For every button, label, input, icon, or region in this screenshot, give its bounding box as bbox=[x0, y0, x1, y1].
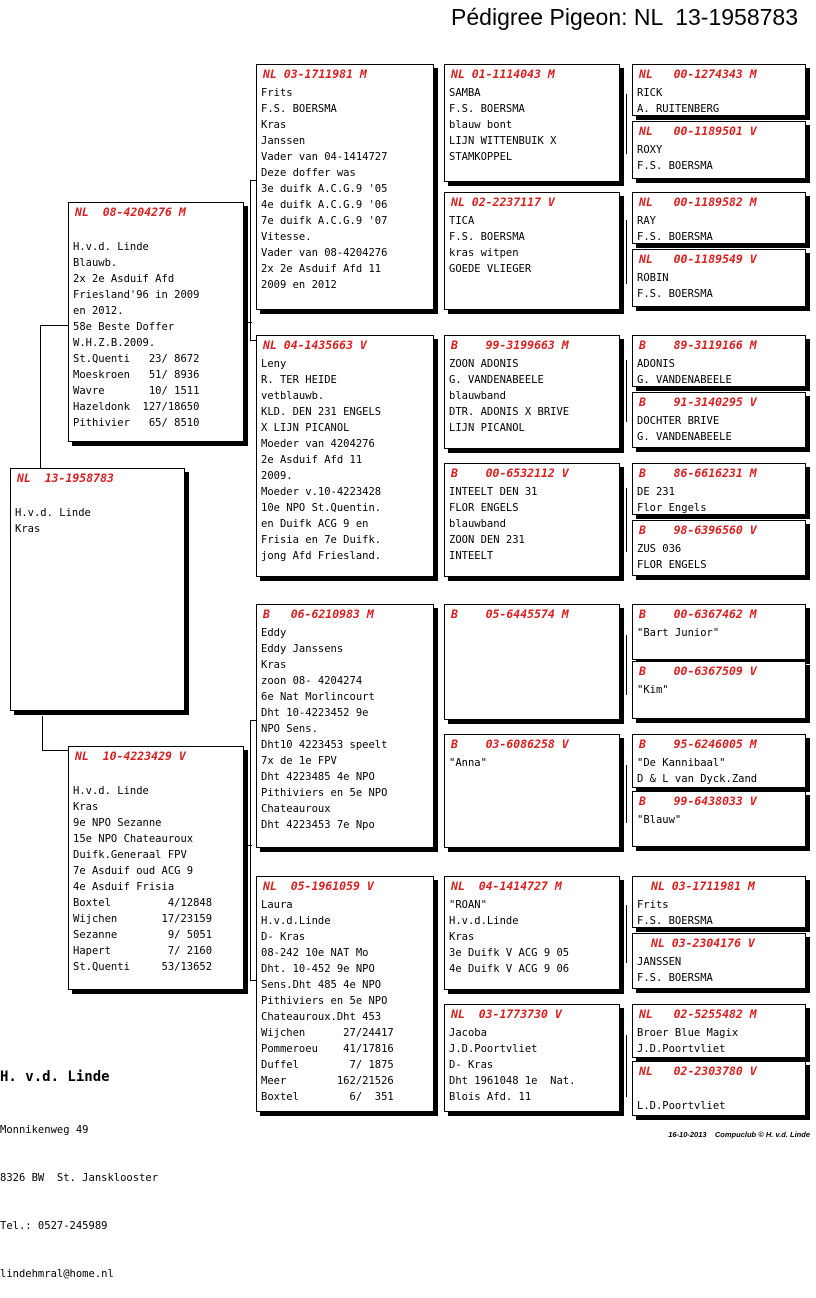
connector-line bbox=[436, 930, 437, 1060]
ring-number: NL 00-1274343 M bbox=[639, 67, 757, 81]
ancestor-box bbox=[632, 1061, 806, 1116]
pigeon-details: JANSSEN F.S. BOERSMA bbox=[637, 956, 713, 984]
ancestor-box bbox=[444, 463, 620, 577]
ring-number: NL 03-1773730 V bbox=[451, 1007, 562, 1021]
ancestor-box bbox=[632, 463, 806, 515]
ring-number: NL 08-4204276 M bbox=[75, 205, 186, 219]
connector-line bbox=[244, 322, 252, 323]
ring-number: NL 02-2303780 V bbox=[639, 1064, 757, 1078]
ring-number: NL 03-2304176 V bbox=[651, 936, 755, 950]
sire-box bbox=[68, 202, 244, 442]
sire-sire-box bbox=[256, 64, 434, 310]
ring-number: B 00-6367462 M bbox=[639, 607, 757, 621]
ring-number: B 06-6210983 M bbox=[263, 607, 374, 621]
pigeon-details: Jacoba J.D.Poortvliet D- Kras Dht 1961048 1e Nat. Blois Afd. 11 bbox=[449, 1027, 576, 1103]
subject-pigeon-box bbox=[10, 468, 185, 711]
connector-line bbox=[626, 1035, 627, 1097]
pigeon-details: "Kim" bbox=[637, 684, 669, 696]
ring-number: NL 10-4223429 V bbox=[75, 749, 186, 763]
pigeon-details: RICK A. RUITENBERG bbox=[637, 87, 720, 115]
print-stamp: 16-10-2013 Compuclub © H. v.d. Linde bbox=[668, 1130, 810, 1139]
ring-number: B 00-6367509 V bbox=[639, 664, 757, 678]
connector-line bbox=[626, 905, 627, 963]
ancestor-box bbox=[444, 192, 620, 310]
ring-number: B 98-6396560 V bbox=[639, 523, 757, 537]
ring-number: NL 00-1189582 M bbox=[639, 195, 757, 209]
pigeon-details: ROBIN F.S. BOERSMA bbox=[637, 272, 713, 300]
pigeon-details: RAY F.S. BOERSMA bbox=[637, 215, 713, 243]
ancestor-box bbox=[444, 64, 620, 182]
pigeon-details: Laura H.v.d.Linde D- Kras 08-242 10e NAT Mo Dht. 10-452 9e NPO Sens.Dht 485 4e NPO Pithiviers en 5e NPO Chateauroux.Dht 453 Wijchen 27/24417 Pommeroeu 41/17816 Duffel 7/ 1875 Meer 162/21526 Boxtel 6/ 351 bbox=[261, 899, 394, 1103]
connector-line bbox=[626, 94, 627, 154]
pigeon-details: TICA F.S. BOERSMA kras witpen GOEDE VLIEGER bbox=[449, 215, 532, 275]
owner-street: Monnikenweg 49 bbox=[0, 1124, 89, 1136]
pigeon-details: SAMBA F.S. BOERSMA blauw bont LIJN WITTENBUIK X STAMKOPPEL bbox=[449, 87, 557, 163]
ancestor-box bbox=[632, 335, 806, 387]
ring-number: NL 13-1958783 bbox=[17, 471, 114, 485]
pigeon-details: ROXY F.S. BOERSMA bbox=[637, 144, 713, 172]
connector-line bbox=[436, 120, 437, 240]
pigeon-details: ZUS 036 FLOR ENGELS bbox=[637, 543, 707, 571]
pigeon-details: INTEELT DEN 31 FLOR ENGELS blauwband ZOON DEN 231 INTEELT bbox=[449, 486, 538, 562]
ring-number: NL 00-1189549 V bbox=[639, 252, 757, 266]
connector-line bbox=[626, 360, 627, 422]
sire-dam-box bbox=[256, 335, 434, 577]
pigeon-details: ADONIS G. VANDENABEELE bbox=[637, 358, 732, 386]
pigeon-details: DOCHTER BRIVE G. VANDENABEELE bbox=[637, 415, 732, 443]
ancestor-box bbox=[632, 604, 806, 660]
ancestor-box bbox=[632, 121, 806, 179]
ring-number: B 91-3140295 V bbox=[639, 395, 757, 409]
owner-contact-block bbox=[0, 1036, 158, 1298]
pigeon-details: "Bart Junior" bbox=[637, 627, 720, 639]
dam-box bbox=[68, 746, 244, 990]
dam-dam-box bbox=[256, 876, 434, 1112]
pigeon-details: H.v.d. Linde Kras 9e NPO Sezanne 15e NPO Chateauroux Duifk.Generaal FPV 7e Asduif oud ACG 9 4e Asduif Frisia Boxtel 4/12848 Wijchen 17/23159 Sezanne 9/ 5051 Hapert 7/ 2160 St.Quenti 53/13652 bbox=[73, 785, 213, 973]
pigeon-details: Leny R. TER HEIDE vetblauwb. KLD. DEN 231 ENGELS X LIJN PICANOL Moeder van 4204276 2e Asduif Afd 11 2009. Moeder v.10-4223428 10e NPO St.Quentin. en Duifk ACG 9 en Frisia en 7e Duifk. jong Afd Friesland. bbox=[261, 358, 382, 562]
owner-phone: Tel.: 0527-245989 bbox=[0, 1220, 108, 1232]
ring-number: NL 05-1961059 V bbox=[263, 879, 374, 893]
ancestor-box bbox=[632, 791, 806, 847]
ancestor-box bbox=[444, 335, 620, 449]
ring-number: B 00-6532112 V bbox=[451, 466, 569, 480]
ancestor-box bbox=[632, 249, 806, 307]
pigeon-details: "Blauw" bbox=[637, 814, 682, 826]
ring-number: NL 04-1414727 M bbox=[451, 879, 562, 893]
pigeon-details: "Anna" bbox=[449, 757, 487, 769]
ancestor-box bbox=[632, 392, 806, 448]
ancestor-box bbox=[444, 604, 620, 720]
connector-line bbox=[40, 325, 41, 468]
ancestor-box bbox=[632, 64, 806, 116]
ancestor-box bbox=[632, 520, 806, 576]
ancestor-box bbox=[632, 734, 806, 788]
ring-number: NL 02-5255482 M bbox=[639, 1007, 757, 1021]
ancestor-box bbox=[632, 876, 806, 928]
ring-number: B 05-6445574 M bbox=[451, 607, 569, 621]
connector-line bbox=[250, 180, 251, 340]
pigeon-details: ZOON ADONIS G. VANDENABEELE blauwband DTR. ADONIS X BRIVE LIJN PICANOL bbox=[449, 358, 570, 434]
ancestor-box bbox=[444, 876, 620, 990]
connector-line bbox=[42, 750, 68, 751]
pigeon-details: H.v.d. Linde Kras bbox=[15, 507, 91, 535]
ancestor-box bbox=[632, 192, 806, 244]
ring-number: NL 04-1435663 V bbox=[263, 338, 367, 352]
dam-sire-box bbox=[256, 604, 434, 848]
connector-line bbox=[626, 765, 627, 823]
pigeon-details: Frits F.S. BOERSMA Kras Janssen Vader van 04-1414727 Deze doffer was 3e duifk A.C.G.9 '05 4e duifk A.C.G.9 '06 7e duifk A.C.G.9 '07 Vitesse. Vader van 08-4204276 2x 2e Asduif Afd 11 2009 en 2012 bbox=[261, 87, 388, 291]
pigeon-details: L.D.Poortvliet bbox=[637, 1100, 726, 1112]
owner-city: 8326 BW St. Jansklooster bbox=[0, 1172, 159, 1184]
ring-number: NL 02-2237117 V bbox=[451, 195, 555, 209]
connector-line bbox=[626, 220, 627, 284]
connector-line bbox=[40, 325, 68, 326]
connector-line bbox=[436, 660, 437, 780]
ancestor-box bbox=[632, 933, 806, 989]
pigeon-details: DE 231 Flor Engels bbox=[637, 486, 707, 514]
connector-line bbox=[244, 845, 252, 846]
connector-line bbox=[436, 385, 437, 510]
connector-line bbox=[250, 720, 251, 980]
pigeon-details: "ROAN" H.v.d.Linde Kras 3e Duifk V ACG 9 05 4e Duifk V ACG 9 06 bbox=[449, 899, 570, 975]
owner-name: H. v.d. Linde bbox=[0, 1069, 110, 1085]
ring-number: B 99-6438033 V bbox=[639, 794, 757, 808]
ring-number: B 89-3119166 M bbox=[639, 338, 757, 352]
pigeon-details: H.v.d. Linde Blauwb. 2x 2e Asduif Afd Friesland'96 in 2009 en 2012. 58e Beste Doffer W.H.Z.B.2009. St.Quenti 23/ 8672 Moeskroen 51/ 8936 Wavre 10/ 1511 Hazeldonk 127/18650 Pithivier 65/ 8510 bbox=[73, 241, 200, 429]
ring-number: NL 03-1711981 M bbox=[651, 879, 755, 893]
ancestor-box bbox=[444, 734, 620, 848]
ancestor-box bbox=[632, 661, 806, 719]
owner-email: lindehmral@home.nl bbox=[0, 1268, 114, 1280]
connector-line bbox=[42, 716, 43, 750]
page-title: Pédigree Pigeon: NL 13-1958783 bbox=[451, 4, 798, 30]
ancestor-box bbox=[444, 1004, 620, 1112]
ring-number: B 95-6246005 M bbox=[639, 737, 757, 751]
ring-number: NL 01-1114043 M bbox=[451, 67, 555, 81]
pigeon-details: Broer Blue Magix J.D.Poortvliet bbox=[637, 1027, 739, 1055]
ring-number: B 03-6086258 V bbox=[451, 737, 569, 751]
ring-number: B 86-6616231 M bbox=[639, 466, 757, 480]
pigeon-details: Eddy Eddy Janssens Kras zoon 08- 4204274 6e Nat Morlincourt Dht 10-4223452 9e NPO Sens. Dht10 4223453 speelt 7x de 1e FPV Dht 4223485 4e NPO Pithiviers en 5e NPO Chateauroux Dht 4223453 7e Npo bbox=[261, 627, 388, 831]
pigeon-details bbox=[445, 623, 619, 625]
ancestor-box bbox=[632, 1004, 806, 1058]
pigeon-details: "De Kannibaal" D & L van Dyck.Zand bbox=[637, 757, 758, 785]
ring-number: NL 03-1711981 M bbox=[263, 67, 367, 81]
ring-number: B 99-3199663 M bbox=[451, 338, 569, 352]
pigeon-details: Frits F.S. BOERSMA bbox=[637, 899, 713, 927]
connector-line bbox=[626, 635, 627, 695]
ring-number: NL 00-1189501 V bbox=[639, 124, 757, 138]
connector-line bbox=[626, 488, 627, 552]
